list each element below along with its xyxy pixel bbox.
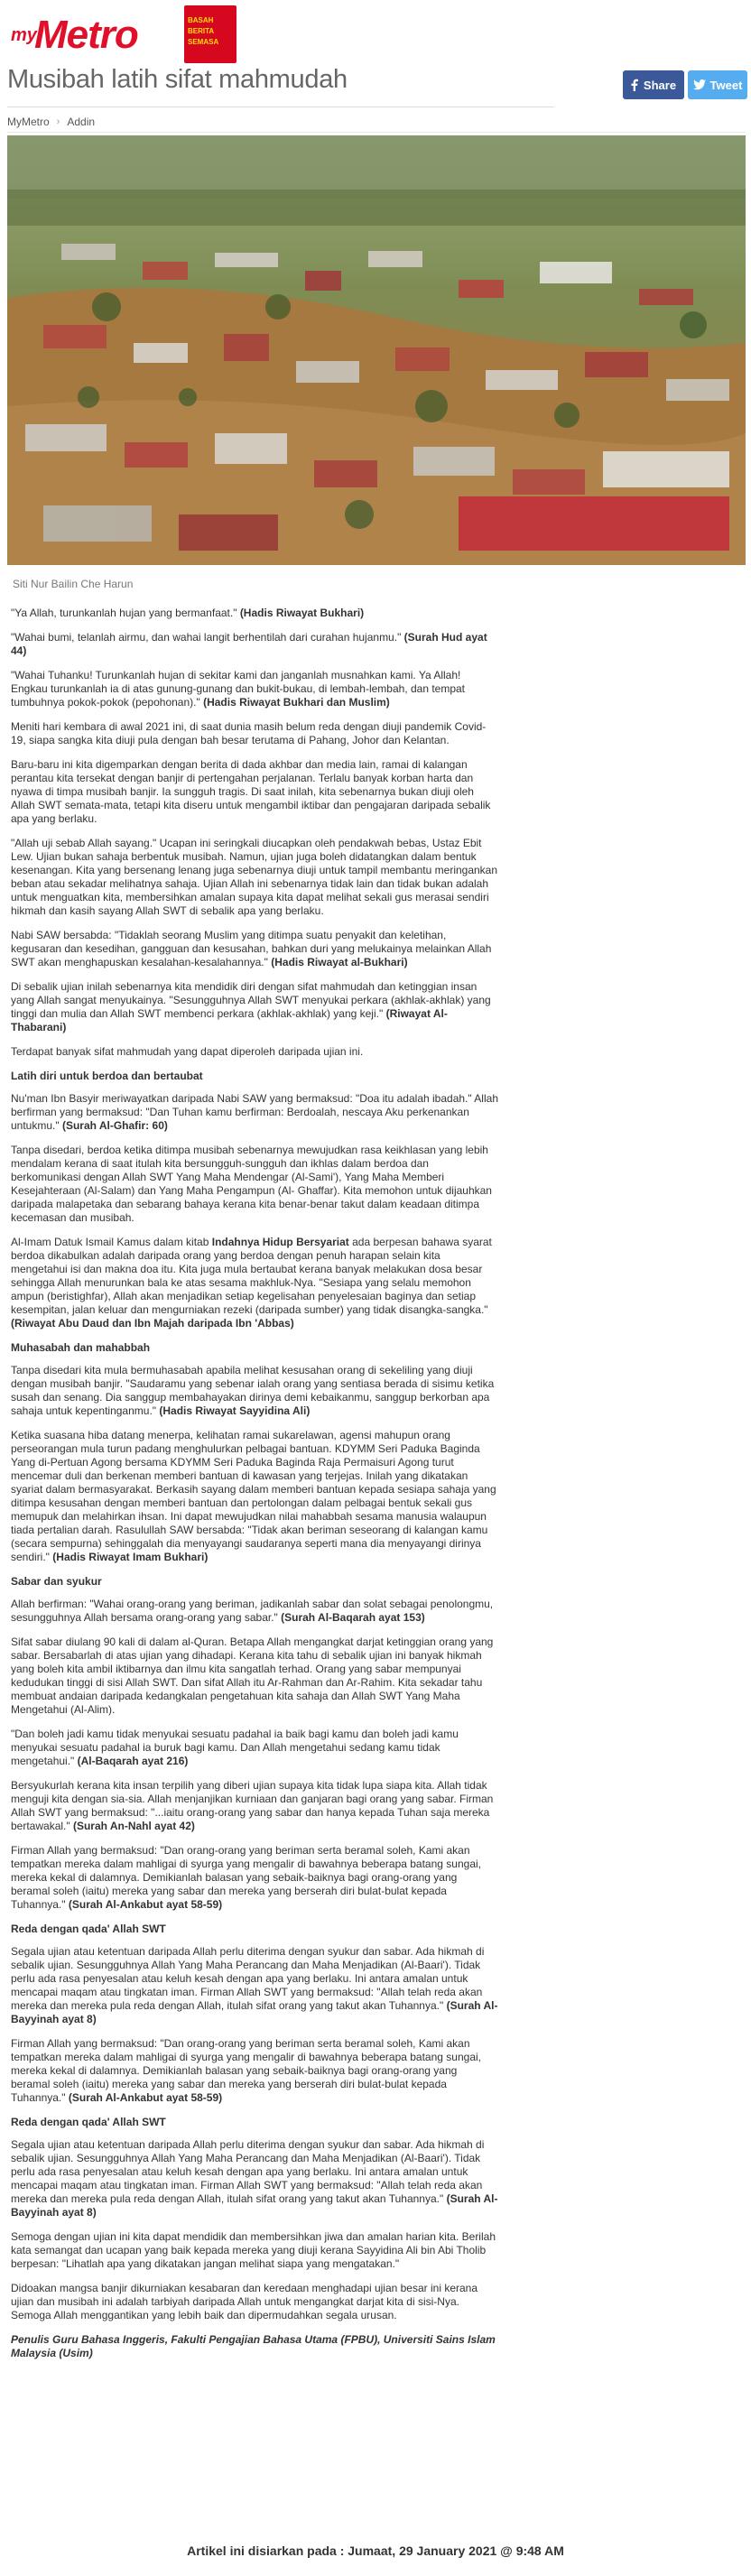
paragraph-text: Di sebalik ujian inilah sebenarnya kita mendidik diri dengan sifat mahmudah dan ketinggian insan yang Allah sangat menyukainya. "Sesungguhnya Allah SWT menyukai perkara (akhlak-akhlak) yang tinggi dan mulia dan Allah SWT membenci perkara (akhlak-akhlak) yang keji.": [11, 980, 491, 1020]
citation: (Surah An-Nahl ayat 42): [70, 1820, 195, 1832]
paragraph: [11, 1236, 498, 1330]
logo-badge-line: BASAH: [188, 16, 214, 24]
paragraph: [11, 1945, 498, 2026]
paragraph: [11, 1728, 498, 1768]
paragraph: [11, 1844, 498, 1912]
twitter-icon: [693, 79, 706, 90]
breadcrumb-addin[interactable]: Addin: [67, 116, 96, 128]
citation: (Hadis Riwayat Sayyidina Ali): [156, 1404, 311, 1417]
article-body: [11, 607, 498, 2371]
citation: (Surah Al-Ghafir: 60): [59, 1119, 168, 1132]
breadcrumb: [7, 116, 95, 128]
facebook-icon: [631, 79, 638, 91]
twitter-tweet-button[interactable]: [688, 70, 747, 99]
paragraph: [11, 1429, 498, 1564]
share-label: Share: [643, 78, 677, 92]
facebook-share-button[interactable]: [623, 70, 684, 99]
paragraph: Didoakan mangsa banjir dikurniakan kesabaran dan keredaan menghadapi ujian besar ini kerana ujian dan musibah ini adalah tarbiyah daripada Allah untuk mengangkat darjat kita di sisi-Nya. Semoga Allah menggantikan yang lebih baik dan dipermudahkan segala urusan.: [11, 2282, 478, 2321]
citation: (Hadis Riwayat Bukhari): [239, 607, 365, 619]
paragraph: [11, 2138, 498, 2219]
paragraph-text: Firman Allah yang bermaksud: "Dan orang-orang yang beriman serta beramal soleh, Kami akan tempatkan mereka dalam mahligai di syurga yang mengalir di bawahnya beberapa batang sungai, mereka kekal di dalamnya. Demikianlah balasan yang sebaik-baiknya bagi orang-orang yang beramal soleh (iaitu) mereka yang sabar dan mereka yang berserah diri bulat-bulat kepada Tuhannya.": [11, 2037, 481, 2104]
logo-badge-line: BERITA: [188, 27, 215, 35]
paragraph-text: Tanpa disedari kita mula bermuhasabah apabila melihat kesusahan orang di sekeliling yang diuji dengan musibah banjir. "Saudaramu yang sebenar ialah orang yang sentiasa berada di sisimu ketika susah dan senang. Dia sanggup membahayakan dirinya demi kebaikanmu, sanggup berkorban apa sahaja untuk kepentinganmu.": [11, 1364, 495, 1417]
section-heading: Sabar dan syukur: [11, 1575, 102, 1588]
logo-badge: [184, 5, 236, 63]
article-headline: Musibah latih sifat mahmudah: [7, 65, 348, 94]
paragraph-text: Firman Allah yang bermaksud: "Dan orang-orang yang beriman serta beramal soleh, Kami akan tempatkan mereka dalam mahligai di syurga yang mengalir di bawahnya beberapa batang sungai, mereka kekal di dalamnya. Demikianlah balasan yang sebaik-baiknya bagi orang-orang yang beramal soleh (iaitu) mereka yang sabar dan mereka yang berserah diri bulat-bulat kepada Tuhannya.": [11, 1844, 481, 1911]
paragraph: [11, 669, 498, 709]
breadcrumb-mymetro[interactable]: MyMetro: [7, 116, 50, 128]
paragraph: [11, 2037, 498, 2105]
citation: (Al-Baqarah ayat 216): [74, 1755, 189, 1767]
citation: (Surah Al-Ankabut ayat 58-59): [65, 1898, 223, 1911]
paragraph-text: Nabi SAW bersabda: "Tidaklah seorang Muslim yang ditimpa suatu penyakit dan keletihan, kegusaran dan kesedihan, gangguan dan kesusahan, bahkan duri yang melukainya melainkan Allah SWT akan menghapuskan kesalahan-kesalahannya.": [11, 929, 492, 968]
citation: (Surah Al-Bayyinah ayat 8): [11, 2192, 498, 2219]
logo-text: Metro: [34, 13, 138, 57]
paragraph-text: ada berpesan bahawa syarat berdoa dikabulkan adalah daripada orang yang berdoa dengan penuh harapan selain kita mengetahui isi dan makna doa itu. Kita juga mula bertaubat kerana banyak melakukan dosa besar sehingga Allah menurunkan bala ke atas sesama makhluk-Nya. "Sesiapa yang selalu memohon ampun (beristighfar), Allah akan menjadikan setiap kegelisahan penyelesaian baginya dan setiap kesempitan, jalan keluar dan mengurniakan rezeki (daripada sumber) yang tidak disangka-sangka.": [11, 1236, 492, 1316]
paragraph: [11, 929, 498, 969]
paragraph-text: Nu'man Ibn Basyir meriwayatkan daripada Nabi SAW yang bermaksud: "Doa itu adalah ibadah." Allah berfirman yang bermaksud: "Dan Tuhan kamu berfirman: Berdoalah, nescaya Aku perkenankan untukmu.": [11, 1092, 498, 1132]
paragraph: Meniti hari kembara di awal 2021 ini, di saat dunia masih belum reda dengan diuji pandemik Covid-19, siapa sangka kita diuji pula dengan bah besar terutama di Pahang, Johor dan Kelantan.: [11, 720, 487, 746]
book-title: Indahnya Hidup Bersyariat: [211, 1236, 349, 1248]
paragraph-text: Ketika suasana hiba datang menerpa, kelihatan ramai sukarelawan, agensi mahupun orang perseorangan mula turun padang menghulurkan pelbagai bantuan. KDYMM Seri Paduka Baginda Yang di-Pertuan Agong bersama KDYMM Seri Paduka Baginda Raja Permaisuri Agong turut mencemar duli dan berkenan memberi bantuan di kawasan yang terjejas. Inilah yang dikatakan syariat dalam bermasyarakat. Berkasih sayang dalam memberi bantuan kepada sesiapa sahaja yang ditimpa kesusahan dengan memberi bantuan dan pertolongan dalam pelbagai bentuk sekali gus memupuk dan melahirkan ihsan. Ini dapat mewujudkan nilai mahabbah sesama manusia walaupun tiada pertalian darah. Rasulullah SAW bersabda: "Tidak akan beriman seseorang di kalangan kamu (secara sempurna) sehinggalah dia menyayangi saudaranya seperti mana dia menyayangi dirinya sendiri.": [11, 1429, 496, 1563]
paragraph: Semoga dengan ujian ini kita dapat mendidik dan membersihkan jiwa dan amalan harian kita. Berilah kata semangat dan ucapan yang baik kepada mereka yang diuji kerana Sayyidina Ali bin Abi Tholib berpesan: "Lihatlah apa yang dikatakan jangan melihat siapa yang mengatakan.": [11, 2230, 496, 2270]
paragraph-text: Allah berfirman: "Wahai orang-orang yang beriman, jadikanlah sabar dan solat sebagai penolongmu, sesungguhnya Allah bersama orang-orang yang sabar.": [11, 1598, 494, 1624]
mymetro-logo[interactable]: [7, 5, 233, 61]
citation: (Surah Al-Bayyinah ayat 8): [11, 1999, 498, 2025]
paragraph: [11, 1092, 498, 1133]
paragraph-text: "Wahai bumi, telanlah airmu, dan wahai langit berhentilah dari curahan hujanmu.": [11, 631, 402, 644]
citation: (Riwayat Al-Thabarani): [11, 1007, 448, 1033]
citation: (Surah Hud ayat 44): [11, 631, 487, 657]
citation: (Hadis Riwayat Bukhari dan Muslim): [203, 696, 390, 709]
paragraph: [11, 1779, 498, 1833]
paragraph: Baru-baru ini kita digemparkan dengan berita di dada akhbar dan media lain, ramai di kalangan perantau kita tersekat dengan banjir di pertengahan perjalanan. Terlalu banyak korban harta dan nyawa di timpa musibah banjir. Ia sungguh tragis. Di saat inilah, kita sebenarnya bukan diuji oleh Allah SWT semata-mata, tetapi kita diseru untuk mengambil iktibar dan pengajaran daripada sebalik apa yang berlaku.: [11, 758, 491, 825]
tweet-label: Tweet: [709, 78, 743, 92]
paragraph-text: Segala ujian atau ketentuan daripada Allah perlu diterima dengan syukur dan sabar. Ada hikmah di sebalik ujian. Sesungguhnya Allah Yang Maha Perancang dan Maha Menjadikan (Al-Baari'). Tidak perlu ada rasa penyesalan atau keluh kesah dengan apa yang berlaku. Ini antara amalan untuk mencapai maqam atau tingkatan iman. Firman Allah SWT yang bermaksud: "Allah telah reda akan mereka dan mereka pula reda dengan Allah, itulah sifat orang yang takut akan Tuhannya.": [11, 1945, 485, 2012]
paragraph: "Allah uji sebab Allah sayang." Ucapan ini seringkali diucapkan oleh pendakwah bebas, Ustaz Ebit Lew. Ujian bukan sahaja berbentuk musibah. Namun, ujian juga boleh didatangkan dalam bentuk kesenangan. Kita yang bersenang lenang juga sebenarnya diuji untuk tampil membantu meringankan beban atau sekadar melihatnya sahaja. Ujian Allah ini sebenarnya tidak lain dan tidak bukan adalah untuk menguatkan kita, membersihkan amalan supaya kita dapat melihat sekali gus merasai sendiri hikmah dan kasih sayang Allah SWT di sebalik apa yang berlaku.: [11, 837, 498, 917]
author-bio: Penulis Guru Bahasa Inggeris, Fakulti Pengajian Bahasa Utama (FPBU), Universiti Sains Islam Malaysia (Usim): [11, 2333, 496, 2359]
paragraph: [11, 980, 498, 1034]
paragraph: [11, 631, 498, 658]
section-heading: Muhasabah dan mahabbah: [11, 1341, 151, 1354]
logo-prefix: my: [11, 25, 37, 45]
paragraph-text: Segala ujian atau ketentuan daripada Allah perlu diterima dengan syukur dan sabar. Ada hikmah di sebalik ujian. Sesungguhnya Allah Yang Maha Perancang dan Maha Menjadikan (Al-Baari'). Tidak perlu ada rasa penyesalan atau keluh kesah dengan apa yang berlaku. Ini antara amalan untuk mencapai maqam atau tingkatan iman. Firman Allah SWT yang bermaksud: "Allah telah reda akan mereka dan mereka pula reda dengan Allah, itulah sifat orang yang takut akan Tuhannya.": [11, 2138, 485, 2205]
paragraph: [11, 1598, 498, 1625]
logo-badge-line: SEMASA: [188, 38, 219, 46]
section-heading: Reda dengan qada' Allah SWT: [11, 1923, 166, 1935]
breadcrumb-divider: [7, 132, 746, 133]
citation: (Surah Al-Ankabut ayat 58-59): [65, 2091, 223, 2104]
paragraph: Sifat sabar diulang 90 kali di dalam al-Quran. Betapa Allah mengangkat darjat ketinggian orang yang sabar. Bersabarlah di atas ujian yang dihadapi. Kerana kita tahu di sebalik ujian ini banyak hikmah yang boleh kita ambil iktibarnya dan ilmu kita sangatlah terhad. Orang yang sabar mempunyai kedudukan tinggi di sisi Allah SWT. Dan sifat Allah itu Ar-Rahman dan Ar-Rahim. Kita sekadar tahu membuat andaian daripada kedangkalan pengetahuan kita sahaja dan Allah SWT Yang Maha Mengetahui (Al-Alim).: [11, 1635, 494, 1716]
paragraph-text: "Wahai Tuhanku! Turunkanlah hujan di sekitar kami dan janganlah musnahkan kami. Ya Allah! Engkau turunkanlah ia di atas gunung-gunang dan bukit-bukau, di lembah-lembah, dan tempat tumbuhnya pokok-pokok (pepohonan).": [11, 669, 466, 709]
chevron-right-icon: ›: [56, 116, 60, 127]
paragraph-text: Bersyukurlah kerana kita insan terpilih yang diberi ujian supaya kita tidak lupa siapa kita. Allah tidak menguji kita dengan sia-sia. Allah menjanjikan kurniaan dan ganjaran bagi orang yang sabar. Firman Allah SWT yang bermaksud: "...iaitu orang-orang yang sabar dan hanya kepada Tuhan saja mereka bertawakal.": [11, 1779, 494, 1832]
paragraph-text: "Ya Allah, turunkanlah hujan yang bermanfaat.": [11, 607, 237, 619]
paragraph-text: Al-Imam Datuk Ismail Kamus dalam kitab: [11, 1236, 212, 1248]
paragraph: [11, 607, 498, 620]
paragraph: [11, 1364, 498, 1418]
paragraph: Tanpa disedari, berdoa ketika ditimpa musibah sebenarnya mewujudkan rasa keikhlasan yang lebih mendalam kerana di saat itulah kita bersungguh-sungguh dan ikhlas dalam berdoa dan berkomunikasi dengan Allah SWT Yang Maha Mendengar (Al-Sami'), Yang Maha Memberi Kesejahteraan (Al-Salam) dan Yang Maha Pengampun (Al- Ghaffar). Kita memohon untuk dijauhkan daripada malapetaka dan sebarang bahaya kerana kita benar-benar takut dalam keadaan ditimpa kecemasan dan musibah.: [11, 1144, 492, 1224]
published-date: Artikel ini disiarkan pada : Jumaat, 29 January 2021 @ 9:48 AM: [187, 2544, 564, 2558]
citation: (Surah Al-Baqarah ayat 153): [277, 1611, 425, 1624]
paragraph-text: "Dan boleh jadi kamu tidak menyukai sesuatu padahal ia baik bagi kamu dan boleh jadi kamu menyukai sesuatu padahal ia buruk bagi kamu. Dan Allah mengetahui sedang kamu tidak mengetahui.": [11, 1728, 459, 1767]
flood-aerial-photo: [7, 135, 746, 565]
section-heading: Reda dengan qada' Allah SWT: [11, 2116, 166, 2128]
photo-credit: Siti Nur Bailin Che Harun: [13, 578, 134, 590]
citation: (Hadis Riwayat al-Bukhari): [271, 956, 408, 968]
citation: (Riwayat Abu Daud dan Ibn Majah daripada Ibn 'Abbas): [11, 1317, 294, 1330]
citation: (Hadis Riwayat Imam Bukhari): [49, 1551, 209, 1563]
paragraph: Terdapat banyak sifat mahmudah yang dapat diperoleh daripada ujian ini.: [11, 1045, 364, 1058]
section-heading: Latih diri untuk berdoa dan bertaubat: [11, 1070, 203, 1082]
